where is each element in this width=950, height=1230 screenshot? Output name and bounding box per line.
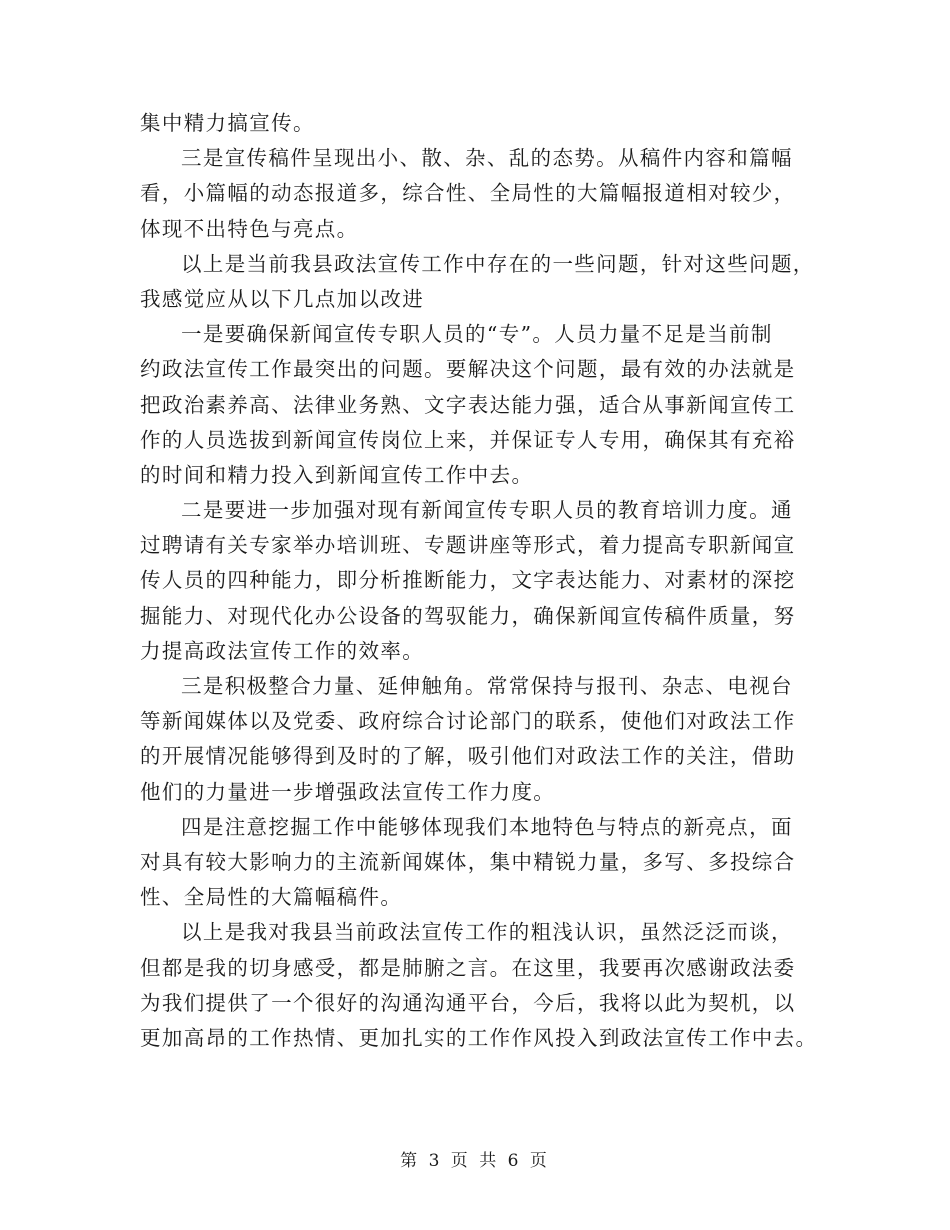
text-line: 以上是当前我县政法宣传工作中存在的一些问题，针对这些问题， [181,251,815,276]
text-line: 一是要确保新闻宣传专职人员的“专”。人员力量不足是当前制 [181,322,773,347]
text-line: 为我们提供了一个很好的沟通沟通平台，今后，我将以此为契机，以 [140,990,796,1015]
text-line: 四是注意挖掘工作中能够体现我们本地特色与特点的新亮点，面 [181,814,793,839]
text-line: 约政法宣传工作最突出的问题。要解决这个问题，最有效的办法就是 [140,357,796,382]
text-line: 把政治素养高、法律业务熟、文字表达能力强，适合从事新闻宣传工 [140,392,796,417]
text-line: 作的人员选拔到新闻宣传岗位上来，并保证专人专用，确保其有充裕 [140,427,796,452]
text-line: 传人员的四种能力，即分析推断能力，文字表达能力、对素材的深挖 [140,568,796,593]
text-line: 集中精力搞宣传。 [140,111,315,135]
text-line: 的开展情况能够得到及时的了解，吸引他们对政法工作的关注，借助 [140,744,796,769]
text-line: 性、全局性的大篇幅稿件。 [140,885,403,910]
text-line: 二是要进一步加强对现有新闻宣传专职人员的教育培训力度。通 [181,498,793,523]
document-body [140,106,820,1056]
text-line: 更加高昂的工作热情、更加扎实的工作作风投入到政法宣传工作中去。 [140,1025,818,1050]
text-line: 看，小篇幅的动态报道多，综合性、全局性的大篇幅报道相对较少， [140,181,796,206]
text-line: 他们的力量进一步增强政法宣传工作力度。 [140,779,556,804]
text-line: 三是宣传稿件呈现出小、散、杂、乱的态势。从稿件内容和篇幅 [181,146,793,171]
text-line: 力提高政法宣传工作的效率。 [140,638,425,663]
text-line: 掘能力、对现代化办公设备的驾驭能力，确保新闻宣传稿件质量，努 [140,603,796,628]
page-number-footer: 第 3 页 共 6 页 [400,1151,550,1171]
text-line: 但都是我的切身感受，都是肺腑之言。在这里，我要再次感谢政法委 [140,955,796,980]
text-line: 过聘请有关专家举办培训班、专题讲座等形式，着力提高专职新闻宣 [140,533,796,558]
text-line: 我感觉应从以下几点加以改进 [140,286,425,311]
text-line: 以上是我对我县当前政法宣传工作的粗浅认识，虽然泛泛而谈， [181,920,793,945]
text-line: 三是积极整合力量、延伸触角。常常保持与报刊、杂志、电视台 [181,674,793,698]
text-line: 体现不出特色与亮点。 [140,216,359,241]
text-line: 等新闻媒体以及党委、政府综合讨论部门的联系，使他们对政法工作 [140,709,796,734]
text-line: 对具有较大影响力的主流新闻媒体，集中精锐力量，多写、多投综合 [140,849,796,874]
text-line: 的时间和精力投入到新闻宣传工作中去。 [140,462,534,487]
